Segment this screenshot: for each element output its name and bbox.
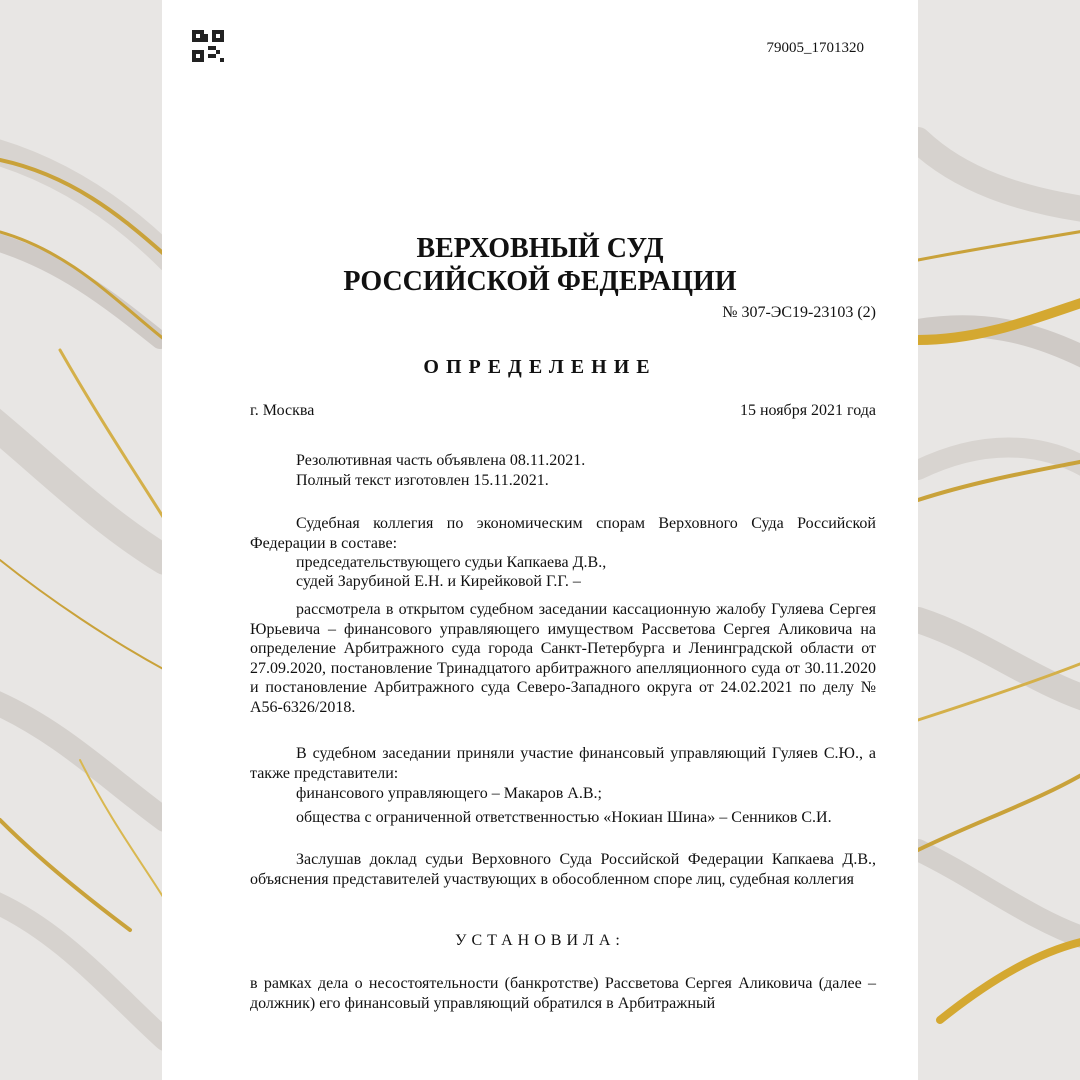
document-id: 79005_1701320 <box>766 40 864 56</box>
judges: судей Зарубиной Е.Н. и Кирейковой Г.Г. – <box>296 573 581 590</box>
resolution-announced: Резолютивная часть объявлена 08.11.2021. <box>296 452 586 469</box>
heard-paragraph: Заслушав доклад судьи Верховного Суда Российской Федерации Капкаева Д.В., объяснения представителей участвующих в обособленном споре лиц, судебная коллегия <box>250 851 876 888</box>
established-heading: УСТАНОВИЛА: <box>455 932 625 949</box>
presiding-judge: председательствующего судьи Капкаева Д.В., <box>296 554 607 571</box>
document-page <box>162 0 918 1080</box>
representative-2: общества с ограниченной ответственностью «Нокиан Шина» – Сенников С.И. <box>296 809 832 826</box>
representative-1: финансового управляющего – Макаров А.В.; <box>296 785 602 802</box>
full-text-date: Полный текст изготовлен 15.11.2021. <box>296 472 549 489</box>
body-paragraph: в рамках дела о несостоятельности (банкротстве) Рассветова Сергея Аликовича (далее – должник) его финансовый управляющий обратился в Арбитражный <box>250 975 876 1012</box>
court-title-line2: РОССИЙСКОЙ ФЕДЕРАЦИИ <box>343 266 737 297</box>
document-date: 15 ноября 2021 года <box>739 402 876 419</box>
city: г. Москва <box>250 402 315 419</box>
document-heading: ОПРЕДЕЛЕНИЕ <box>423 356 657 378</box>
considered-paragraph: рассмотрела в открытом судебном заседании кассационную жалобу Гуляева Сергея Юрьевича – финансового управляющего имуществом Рассветова Сергея Аликовича на определение Арбитражного суда города Санкт-Петербурга и Ленинградской области от 27.09.2020, постановление Тринадцатого арбитражного апелляционного суда от 30.11.2020 и постановление Арбитражного суда Северо-Западного округа от 24.02.2021 по делу № А56-6326/2018. <box>250 601 876 716</box>
court-title-line1: ВЕРХОВНЫЙ СУД <box>416 233 664 264</box>
case-number: № 307-ЭС19-23103 (2) <box>722 304 876 321</box>
participants-paragraph: В судебном заседании приняли участие финансовый управляющий Гуляев С.Ю., а также представители: <box>250 745 876 782</box>
qr-code-icon <box>192 30 224 62</box>
panel-intro: Судебная коллегия по экономическим спорам Верховного Суда Российской Федерации в составе: <box>250 515 876 552</box>
